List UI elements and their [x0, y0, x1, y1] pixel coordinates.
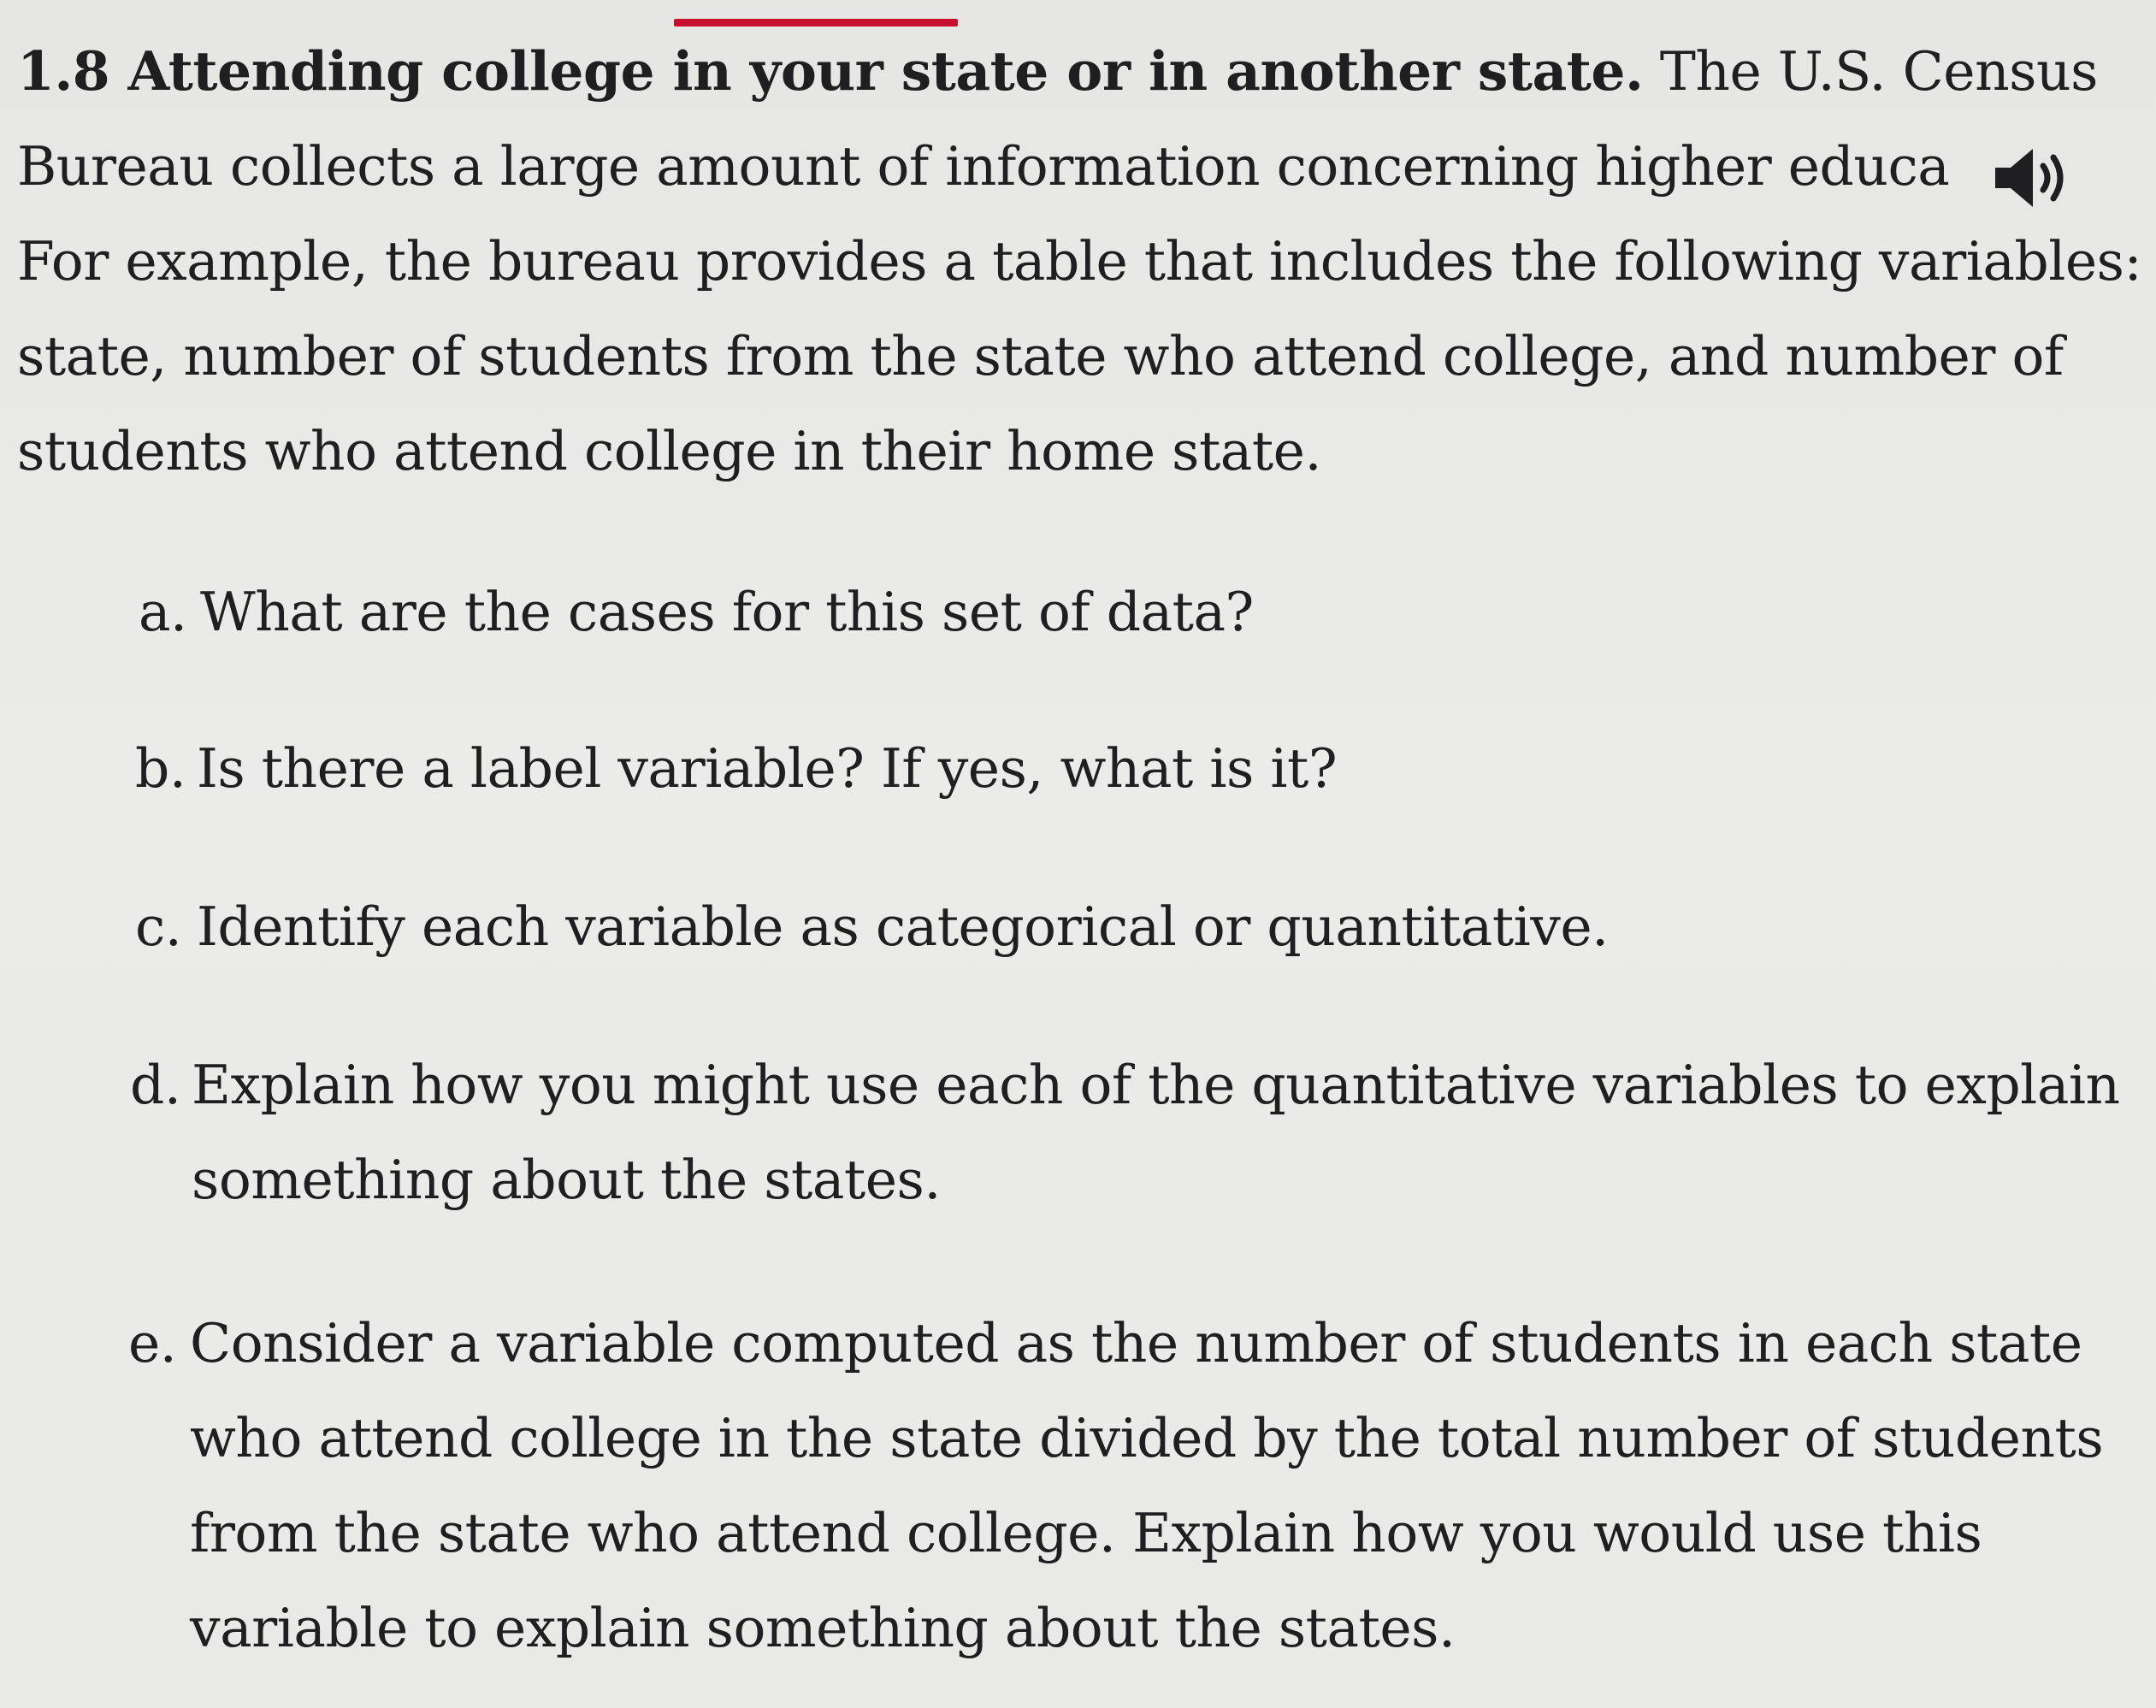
question-text: Explain how you might use each of the quantitative variables to explain	[192, 1054, 2120, 1116]
intro-line: Bureau collects a large amount of information concerning higher educa	[17, 135, 1950, 198]
question-text: variable to explain something about the states.	[190, 1597, 1456, 1659]
question-text: who attend college in the state divided by the total number of students	[190, 1407, 2104, 1469]
question-marker: d.	[130, 1054, 181, 1116]
question-a	[139, 564, 1254, 659]
question-marker: a.	[139, 581, 187, 643]
question-text: What are the cases for this set of data?	[200, 581, 1254, 643]
question-e	[128, 1296, 2103, 1675]
question-marker: e.	[128, 1312, 177, 1374]
question-marker: b.	[135, 737, 186, 800]
question-text: something about the states.	[192, 1149, 941, 1211]
intro-line: state, number of students from the state who attend college, and number of	[17, 325, 2064, 387]
question-b	[135, 721, 1337, 816]
question-text: Identify each variable as categorical or quantitative.	[197, 895, 1609, 958]
intro-text: The U.S. Census	[1643, 40, 2098, 103]
question-c	[135, 879, 1609, 974]
question-marker: c.	[135, 895, 182, 958]
question-text: Is there a label variable? If yes, what is it?	[197, 737, 1338, 800]
intro-line: For example, the bureau provides a table that includes the following variables:	[17, 230, 2142, 293]
question-text: Consider a variable computed as the number of students in each state	[190, 1312, 2082, 1374]
intro-line: students who attend college in their home state.	[17, 420, 1321, 482]
question-text: from the state who attend college. Explain how you would use this	[190, 1502, 1982, 1564]
question-d	[130, 1037, 2120, 1227]
problem-title: 1.8 Attending college in your state or in another state.	[17, 39, 1644, 103]
